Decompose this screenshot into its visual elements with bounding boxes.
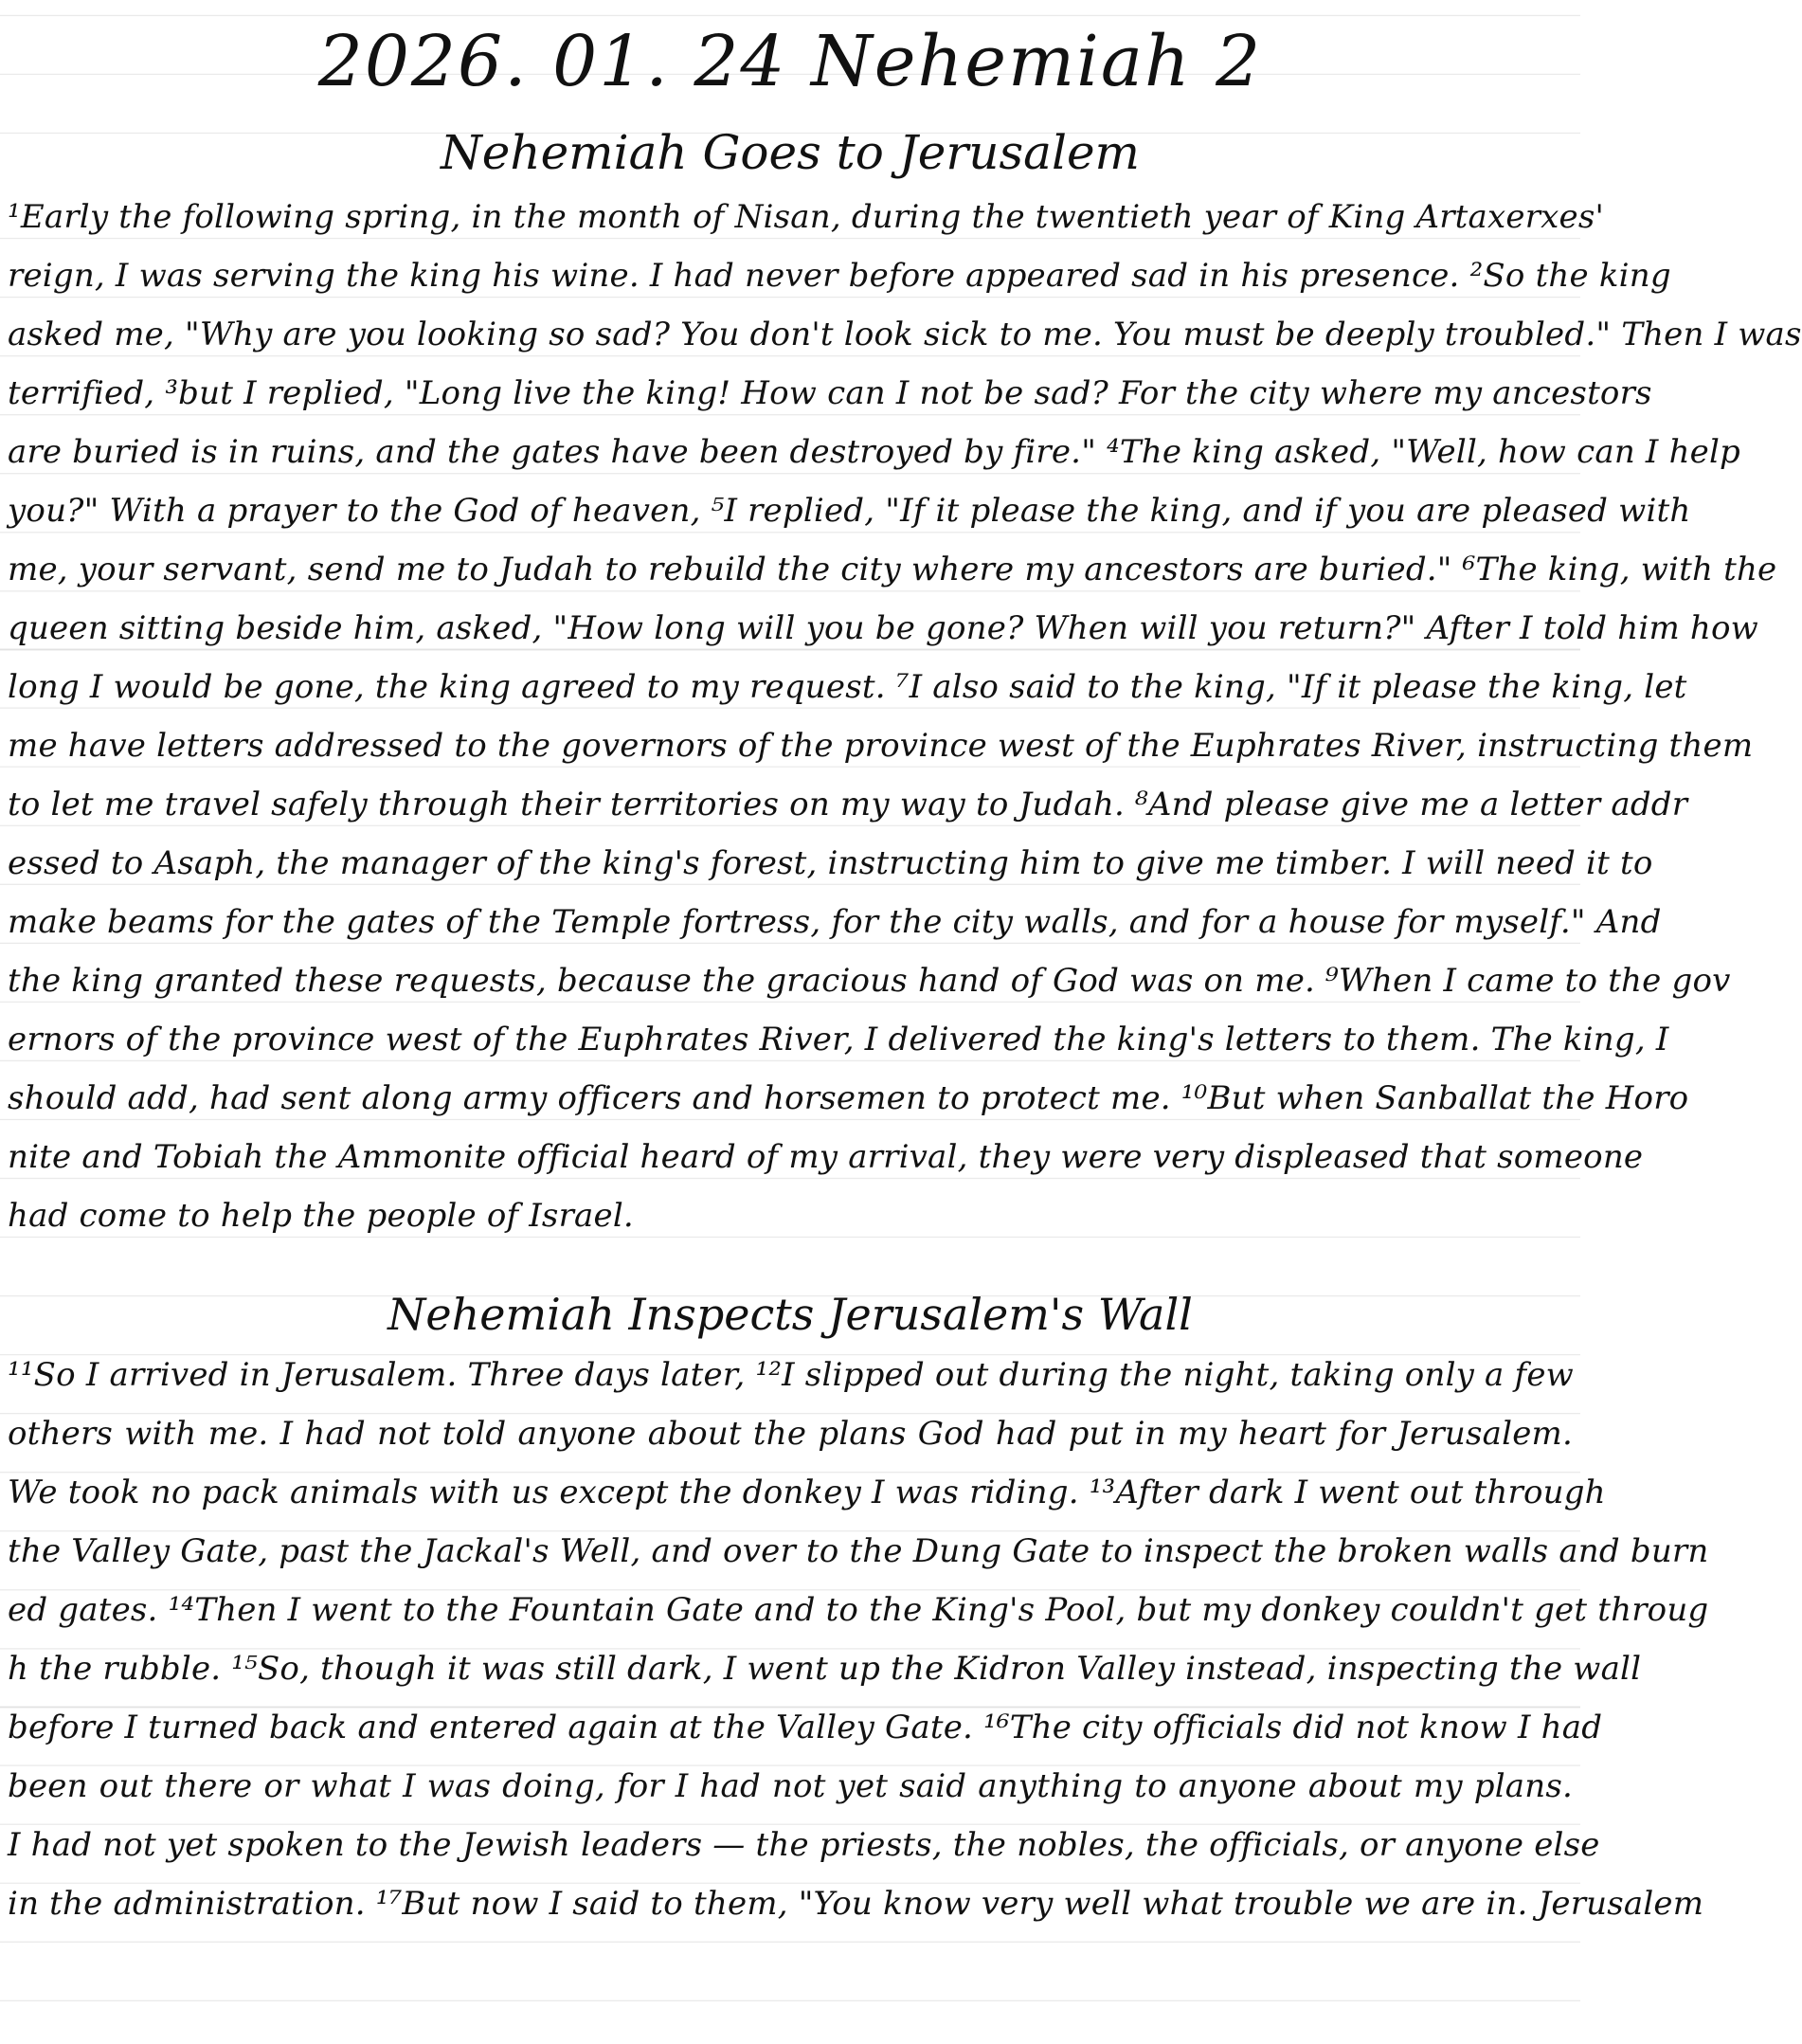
text-line: been out there or what I was doing, for I had not yet said anything to anyone about my plans. <box>8 1767 1573 1805</box>
text-line: the king granted these requests, because the gracious hand of God was on me. ⁹When I came to the gov <box>8 962 1731 1000</box>
text-line: others with me. I had not told anyone about the plans God had put in my heart for Jerusalem. <box>8 1415 1573 1453</box>
text-line: We took no pack animals with us except the donkey I was riding. ¹³After dark I went out through <box>8 1474 1606 1511</box>
text-line: queen sitting beside him, asked, "How long will you be gone? When will you return?" After I told him how <box>8 609 1758 647</box>
text-line: I had not yet spoken to the Jewish leaders — the priests, the nobles, the officials, or anyone else <box>8 1826 1600 1864</box>
text-line: ¹¹So I arrived in Jerusalem. Three days later, ¹²I slipped out during the night, taking only a few <box>8 1356 1574 1394</box>
text-line: terrified, ³but I replied, "Long live the king! How can I not be sad? For the city where my ancestors <box>8 374 1652 412</box>
text-line: ed gates. ¹⁴Then I went to the Fountain Gate and to the King's Pool, but my donkey couldn't get throug <box>8 1591 1709 1629</box>
text-line: before I turned back and entered again at the Valley Gate. ¹⁶The city officials did not know I had <box>8 1709 1603 1746</box>
text-line: ¹Early the following spring, in the month of Nisan, during the twentieth year of King Artaxerxes' <box>8 198 1605 236</box>
text-line: me, your servant, send me to Judah to rebuild the city where my ancestors are buried." ⁶The king, with the <box>8 551 1777 588</box>
section-text-block <box>8 188 1802 1245</box>
text-line: long I would be gone, the king agreed to my request. ⁷I also said to the king, "If it please the king, let <box>8 668 1687 706</box>
text-line: make beams for the gates of the Temple fortress, for the city walls, and for a house for myself." And <box>8 903 1662 941</box>
text-line: nite and Tobiah the Ammonite official heard of my arrival, they were very displeased that someone <box>8 1138 1644 1176</box>
text-line: me have letters addressed to the governors of the province west of the Euphrates River, instructing them <box>8 727 1754 765</box>
text-line: to let me travel safely through their territories on my way to Judah. ⁸And please give me a letter addr <box>8 786 1688 823</box>
text-line: ernors of the province west of the Euphrates River, I delivered the king's letters to them. The king, I <box>8 1021 1669 1058</box>
text-line: reign, I was serving the king his wine. I had never before appeared sad in his presence. ²So the king <box>8 257 1671 295</box>
section-heading: Nehemiah Goes to Jerusalem <box>441 125 1140 180</box>
text-line: had come to help the people of Israel. <box>8 1197 634 1235</box>
text-line: you?" With a prayer to the God of heaven, ⁵I replied, "If it please the king, and if you are pleased with <box>8 492 1691 530</box>
text-line: asked me, "Why are you looking so sad? You don't look sick to me. You must be deeply troubled." Then I was <box>8 316 1802 353</box>
text-line: should add, had sent along army officers and horsemen to protect me. ¹⁰But when Sanballat the Horo <box>8 1079 1689 1117</box>
section-text-block <box>8 1346 1709 1933</box>
text-line: are buried is in ruins, and the gates have been destroyed by fire." ⁴The king asked, "Well, how can I help <box>8 433 1741 471</box>
text-line: in the administration. ¹⁷But now I said to them, "You know very well what trouble we are in. Jerusalem <box>8 1885 1704 1923</box>
text-line: the Valley Gate, past the Jackal's Well, and over to the Dung Gate to inspect the broken walls and burn <box>8 1532 1709 1570</box>
page-title: 2026. 01. 24 Nehemiah 2 <box>317 21 1263 102</box>
text-line: essed to Asaph, the manager of the king's forest, instructing him to give me timber. I will need it to <box>8 844 1653 882</box>
section-heading: Nehemiah Inspects Jerusalem's Wall <box>387 1289 1193 1340</box>
text-line: h the rubble. ¹⁵So, though it was still dark, I went up the Kidron Valley instead, inspecting the wall <box>8 1650 1642 1688</box>
